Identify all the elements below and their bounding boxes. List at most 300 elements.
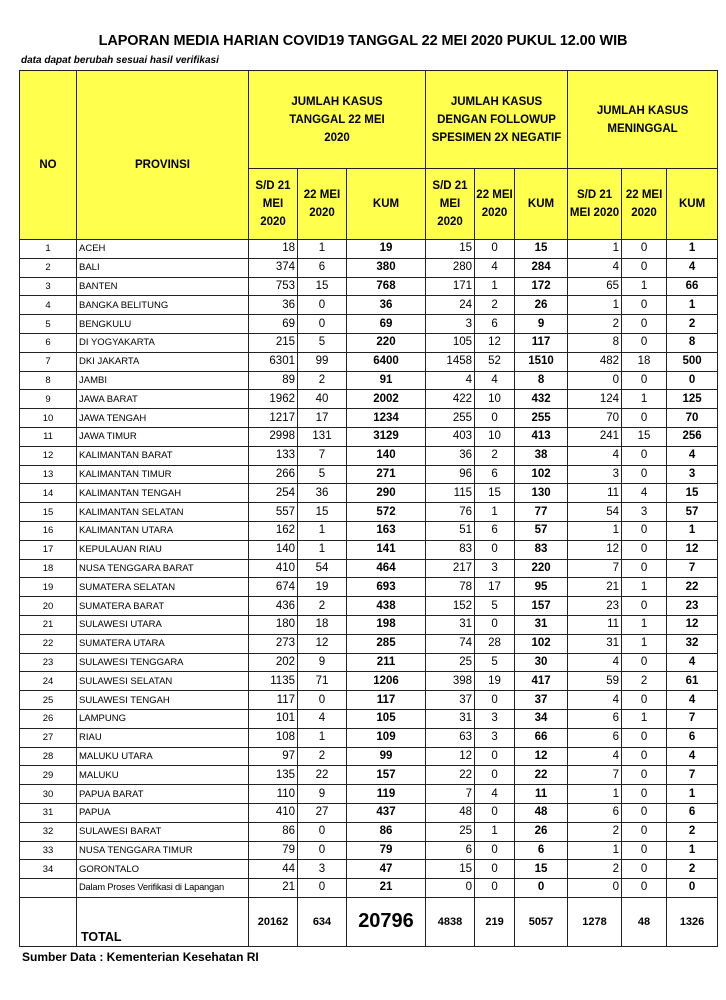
value-cell: 22 bbox=[298, 766, 347, 785]
value-cell: 1 bbox=[298, 728, 347, 747]
value-cell: 0 bbox=[568, 371, 622, 390]
value-cell: 36 bbox=[298, 484, 347, 503]
row-number: 14 bbox=[20, 484, 77, 503]
cumulative-value: 172 bbox=[515, 277, 568, 296]
cumulative-value: 26 bbox=[515, 296, 568, 315]
value-cell: 31 bbox=[568, 634, 622, 653]
report-title: LAPORAN MEDIA HARIAN COVID19 TANGGAL 22 MEI 2020 PUKUL 12.00 WIB bbox=[98, 33, 628, 49]
value-cell: 4 bbox=[298, 709, 347, 728]
value-cell: 28 bbox=[475, 634, 515, 653]
value-cell: 1 bbox=[568, 521, 622, 540]
value-cell: 1 bbox=[475, 277, 515, 296]
cumulative-value: 15 bbox=[515, 240, 568, 259]
table-row bbox=[20, 615, 718, 634]
value-cell: 6 bbox=[298, 258, 347, 277]
value-cell: 4 bbox=[568, 653, 622, 672]
value-cell: 65 bbox=[568, 277, 622, 296]
row-number: 8 bbox=[20, 371, 77, 390]
cumulative-value: 141 bbox=[347, 540, 426, 559]
cumulative-value: 437 bbox=[347, 803, 426, 822]
header-sub-col: S/D 21 MEI 2020 bbox=[426, 169, 475, 240]
table-row bbox=[20, 503, 718, 522]
cumulative-value: 6 bbox=[667, 803, 718, 822]
value-cell: 0 bbox=[298, 691, 347, 710]
cumulative-value: 2 bbox=[667, 822, 718, 841]
header-row-groups bbox=[20, 71, 718, 169]
cumulative-value: 61 bbox=[667, 672, 718, 691]
table-row bbox=[20, 634, 718, 653]
cumulative-value: 271 bbox=[347, 465, 426, 484]
value-cell: 0 bbox=[622, 803, 667, 822]
table-row bbox=[20, 597, 718, 616]
table-row bbox=[20, 653, 718, 672]
header-sub-col: 22 MEI 2020 bbox=[298, 169, 347, 240]
value-cell: 15 bbox=[426, 240, 475, 259]
table-row bbox=[20, 691, 718, 710]
cumulative-value: 3129 bbox=[347, 427, 426, 446]
value-cell: 0 bbox=[622, 766, 667, 785]
value-cell: 18 bbox=[249, 240, 298, 259]
cumulative-value: 69 bbox=[347, 315, 426, 334]
value-cell: 0 bbox=[475, 860, 515, 879]
cumulative-value: 125 bbox=[667, 390, 718, 409]
value-cell: 403 bbox=[426, 427, 475, 446]
value-cell: 241 bbox=[568, 427, 622, 446]
cumulative-value: 119 bbox=[347, 785, 426, 804]
value-cell: 152 bbox=[426, 597, 475, 616]
value-cell: 96 bbox=[426, 465, 475, 484]
value-cell: 48 bbox=[426, 803, 475, 822]
value-cell: 4 bbox=[568, 446, 622, 465]
cumulative-value: 1510 bbox=[515, 352, 568, 371]
value-cell: 0 bbox=[622, 371, 667, 390]
header-sub-col: S/D 21 MEI 2020 bbox=[249, 169, 298, 240]
cumulative-value: 220 bbox=[515, 559, 568, 578]
table-row bbox=[20, 484, 718, 503]
value-cell: 0 bbox=[475, 841, 515, 860]
value-cell: 202 bbox=[249, 653, 298, 672]
value-cell: 1 bbox=[298, 521, 347, 540]
row-number: 11 bbox=[20, 427, 77, 446]
value-cell: 2 bbox=[568, 822, 622, 841]
header-sub-col: S/D 21 MEI 2020 bbox=[568, 169, 622, 240]
value-cell: 59 bbox=[568, 672, 622, 691]
value-cell: 115 bbox=[426, 484, 475, 503]
province-name: KEPULAUAN RIAU bbox=[77, 540, 249, 559]
cumulative-value: 211 bbox=[347, 653, 426, 672]
table-row bbox=[20, 465, 718, 484]
row-number: 18 bbox=[20, 559, 77, 578]
value-cell: 254 bbox=[249, 484, 298, 503]
total-value: 1278 bbox=[568, 897, 622, 946]
cumulative-value: 109 bbox=[347, 728, 426, 747]
province-name: KALIMANTAN TENGAH bbox=[77, 484, 249, 503]
value-cell: 40 bbox=[298, 390, 347, 409]
cumulative-value: 157 bbox=[347, 766, 426, 785]
value-cell: 0 bbox=[475, 540, 515, 559]
value-cell: 83 bbox=[426, 540, 475, 559]
value-cell: 15 bbox=[298, 277, 347, 296]
value-cell: 0 bbox=[622, 653, 667, 672]
cumulative-value: 2002 bbox=[347, 390, 426, 409]
row-number: 21 bbox=[20, 615, 77, 634]
value-cell: 86 bbox=[249, 822, 298, 841]
total-label: TOTAL bbox=[77, 897, 249, 946]
province-name: BANTEN bbox=[77, 277, 249, 296]
value-cell: 1 bbox=[622, 709, 667, 728]
value-cell: 36 bbox=[426, 446, 475, 465]
value-cell: 117 bbox=[249, 691, 298, 710]
value-cell: 1 bbox=[568, 841, 622, 860]
value-cell: 6 bbox=[475, 465, 515, 484]
value-cell: 4 bbox=[475, 785, 515, 804]
cumulative-value: 1 bbox=[667, 296, 718, 315]
province-name: SULAWESI BARAT bbox=[77, 822, 249, 841]
value-cell: 12 bbox=[298, 634, 347, 653]
value-cell: 1 bbox=[568, 240, 622, 259]
value-cell: 99 bbox=[298, 352, 347, 371]
value-cell: 0 bbox=[475, 879, 515, 898]
value-cell: 0 bbox=[298, 841, 347, 860]
value-cell: 7 bbox=[568, 766, 622, 785]
table-row bbox=[20, 333, 718, 352]
value-cell: 482 bbox=[568, 352, 622, 371]
value-cell: 9 bbox=[298, 653, 347, 672]
cumulative-value: 693 bbox=[347, 578, 426, 597]
value-cell: 1 bbox=[622, 634, 667, 653]
value-cell: 17 bbox=[298, 409, 347, 428]
cumulative-value: 31 bbox=[515, 615, 568, 634]
row-number: 6 bbox=[20, 333, 77, 352]
province-name: DKI JAKARTA bbox=[77, 352, 249, 371]
province-name: SULAWESI TENGAH bbox=[77, 691, 249, 710]
cumulative-value: 32 bbox=[667, 634, 718, 653]
cumulative-value: 1 bbox=[667, 785, 718, 804]
row-number: 15 bbox=[20, 503, 77, 522]
cumulative-value: 290 bbox=[347, 484, 426, 503]
value-cell: 1 bbox=[622, 390, 667, 409]
value-cell: 0 bbox=[622, 333, 667, 352]
table-row bbox=[20, 803, 718, 822]
value-cell: 31 bbox=[426, 709, 475, 728]
value-cell: 3 bbox=[426, 315, 475, 334]
value-cell: 171 bbox=[426, 277, 475, 296]
value-cell: 74 bbox=[426, 634, 475, 653]
value-cell: 25 bbox=[426, 822, 475, 841]
value-cell: 6 bbox=[475, 315, 515, 334]
cumulative-value: 30 bbox=[515, 653, 568, 672]
cumulative-value: 256 bbox=[667, 427, 718, 446]
province-name: JAWA TIMUR bbox=[77, 427, 249, 446]
cumulative-value: 284 bbox=[515, 258, 568, 277]
value-cell: 19 bbox=[298, 578, 347, 597]
header-group-recovered bbox=[426, 71, 568, 169]
row-number: 13 bbox=[20, 465, 77, 484]
cumulative-value: 57 bbox=[515, 521, 568, 540]
value-cell: 217 bbox=[426, 559, 475, 578]
value-cell: 1 bbox=[298, 540, 347, 559]
value-cell: 27 bbox=[298, 803, 347, 822]
value-cell: 2 bbox=[298, 597, 347, 616]
value-cell: 2 bbox=[475, 446, 515, 465]
value-cell: 6 bbox=[475, 521, 515, 540]
value-cell: 25 bbox=[426, 653, 475, 672]
total-no-cell bbox=[20, 897, 77, 946]
cumulative-value: 768 bbox=[347, 277, 426, 296]
cumulative-value: 380 bbox=[347, 258, 426, 277]
value-cell: 78 bbox=[426, 578, 475, 597]
cumulative-value: 66 bbox=[667, 277, 718, 296]
row-number: 17 bbox=[20, 540, 77, 559]
cumulative-value: 12 bbox=[515, 747, 568, 766]
value-cell: 0 bbox=[622, 315, 667, 334]
cumulative-value: 9 bbox=[515, 315, 568, 334]
value-cell: 0 bbox=[426, 879, 475, 898]
value-cell: 398 bbox=[426, 672, 475, 691]
province-name: KALIMANTAN BARAT bbox=[77, 446, 249, 465]
value-cell: 0 bbox=[475, 615, 515, 634]
cumulative-value: 15 bbox=[515, 860, 568, 879]
cumulative-value: 83 bbox=[515, 540, 568, 559]
value-cell: 21 bbox=[568, 578, 622, 597]
cumulative-value: 26 bbox=[515, 822, 568, 841]
value-cell: 17 bbox=[475, 578, 515, 597]
table-row bbox=[20, 446, 718, 465]
value-cell: 76 bbox=[426, 503, 475, 522]
value-cell: 3 bbox=[298, 860, 347, 879]
cumulative-value: 99 bbox=[347, 747, 426, 766]
value-cell: 12 bbox=[568, 540, 622, 559]
cumulative-value: 6 bbox=[667, 728, 718, 747]
cumulative-value: 1 bbox=[667, 521, 718, 540]
province-name: DI YOGYAKARTA bbox=[77, 333, 249, 352]
row-number: 26 bbox=[20, 709, 77, 728]
cumulative-value: 1 bbox=[667, 841, 718, 860]
value-cell: 110 bbox=[249, 785, 298, 804]
table-row bbox=[20, 728, 718, 747]
header-group-recovered-label: JUMLAH KASUS DENGAN FOLLOWUP SPESIMEN 2X NEGATIF bbox=[431, 95, 562, 144]
value-cell: 0 bbox=[475, 691, 515, 710]
value-cell: 1 bbox=[568, 785, 622, 804]
value-cell: 3 bbox=[622, 503, 667, 522]
value-cell: 108 bbox=[249, 728, 298, 747]
header-group-cases-label: JUMLAH KASUS TANGGAL 22 MEI 2020 bbox=[289, 95, 385, 144]
row-number: 10 bbox=[20, 409, 77, 428]
value-cell: 2 bbox=[568, 315, 622, 334]
row-number: 23 bbox=[20, 653, 77, 672]
cumulative-value: 1 bbox=[667, 240, 718, 259]
value-cell: 2 bbox=[568, 860, 622, 879]
cumulative-value: 38 bbox=[515, 446, 568, 465]
cumulative-value: 413 bbox=[515, 427, 568, 446]
value-cell: 63 bbox=[426, 728, 475, 747]
header-no: NO bbox=[20, 71, 77, 240]
cumulative-value: 198 bbox=[347, 615, 426, 634]
table-row bbox=[20, 540, 718, 559]
province-name: SUMATERA SELATAN bbox=[77, 578, 249, 597]
province-name: BANGKA BELITUNG bbox=[77, 296, 249, 315]
value-cell: 7 bbox=[568, 559, 622, 578]
cumulative-value: 12 bbox=[667, 615, 718, 634]
value-cell: 3 bbox=[475, 559, 515, 578]
cumulative-value: 15 bbox=[667, 484, 718, 503]
province-name: KALIMANTAN SELATAN bbox=[77, 503, 249, 522]
value-cell: 0 bbox=[622, 521, 667, 540]
cumulative-value: 4 bbox=[667, 653, 718, 672]
value-cell: 21 bbox=[249, 879, 298, 898]
cumulative-value: 432 bbox=[515, 390, 568, 409]
value-cell: 36 bbox=[249, 296, 298, 315]
value-cell: 6 bbox=[568, 803, 622, 822]
table-row bbox=[20, 277, 718, 296]
total-value: 1326 bbox=[667, 897, 718, 946]
header-group-deaths-label: JUMLAH KASUS MENINGGAL bbox=[596, 104, 689, 135]
cumulative-value: 7 bbox=[667, 709, 718, 728]
value-cell: 1217 bbox=[249, 409, 298, 428]
province-name: MALUKU bbox=[77, 766, 249, 785]
value-cell: 0 bbox=[622, 747, 667, 766]
value-cell: 19 bbox=[475, 672, 515, 691]
cumulative-value: 86 bbox=[347, 822, 426, 841]
value-cell: 0 bbox=[622, 841, 667, 860]
value-cell: 674 bbox=[249, 578, 298, 597]
value-cell: 273 bbox=[249, 634, 298, 653]
total-value: 4838 bbox=[426, 897, 475, 946]
table-row bbox=[20, 785, 718, 804]
value-cell: 0 bbox=[475, 240, 515, 259]
header-sub-col: 22 MEI 2020 bbox=[475, 169, 515, 240]
value-cell: 4 bbox=[475, 371, 515, 390]
row-number: 12 bbox=[20, 446, 77, 465]
table-row bbox=[20, 559, 718, 578]
cumulative-value: 77 bbox=[515, 503, 568, 522]
total-value: 20162 bbox=[249, 897, 298, 946]
cumulative-value: 1234 bbox=[347, 409, 426, 428]
value-cell: 69 bbox=[249, 315, 298, 334]
cumulative-value: 34 bbox=[515, 709, 568, 728]
cumulative-value: 0 bbox=[515, 879, 568, 898]
table-row bbox=[20, 747, 718, 766]
row-number bbox=[20, 879, 77, 898]
cumulative-value: 23 bbox=[667, 597, 718, 616]
value-cell: 0 bbox=[622, 860, 667, 879]
report-subtitle: data dapat berubah sesuai hasil verifikasi bbox=[21, 55, 219, 66]
cumulative-value: 0 bbox=[667, 371, 718, 390]
row-number: 32 bbox=[20, 822, 77, 841]
province-name: Dalam Proses Verifikasi di Lapangan bbox=[77, 879, 249, 898]
province-name: MALUKU UTARA bbox=[77, 747, 249, 766]
value-cell: 410 bbox=[249, 559, 298, 578]
cumulative-value: 66 bbox=[515, 728, 568, 747]
table-row bbox=[20, 879, 718, 898]
province-name: SUMATERA UTARA bbox=[77, 634, 249, 653]
value-cell: 0 bbox=[622, 559, 667, 578]
cumulative-value: 157 bbox=[515, 597, 568, 616]
value-cell: 8 bbox=[568, 333, 622, 352]
cumulative-value: 572 bbox=[347, 503, 426, 522]
value-cell: 79 bbox=[249, 841, 298, 860]
cumulative-value: 464 bbox=[347, 559, 426, 578]
value-cell: 6 bbox=[568, 709, 622, 728]
value-cell: 7 bbox=[298, 446, 347, 465]
cumulative-value: 220 bbox=[347, 333, 426, 352]
row-number: 7 bbox=[20, 352, 77, 371]
cumulative-value: 102 bbox=[515, 634, 568, 653]
table-row bbox=[20, 709, 718, 728]
province-name: NUSA TENGGARA TIMUR bbox=[77, 841, 249, 860]
province-name: JAMBI bbox=[77, 371, 249, 390]
province-name: GORONTALO bbox=[77, 860, 249, 879]
value-cell: 0 bbox=[622, 258, 667, 277]
total-value: 5057 bbox=[515, 897, 568, 946]
value-cell: 1458 bbox=[426, 352, 475, 371]
cumulative-value: 8 bbox=[515, 371, 568, 390]
cumulative-value: 70 bbox=[667, 409, 718, 428]
value-cell: 6 bbox=[426, 841, 475, 860]
value-cell: 0 bbox=[475, 747, 515, 766]
header-provinsi: PROVINSI bbox=[77, 71, 249, 240]
value-cell: 0 bbox=[622, 728, 667, 747]
value-cell: 54 bbox=[568, 503, 622, 522]
row-number: 29 bbox=[20, 766, 77, 785]
value-cell: 1135 bbox=[249, 672, 298, 691]
cumulative-value: 105 bbox=[347, 709, 426, 728]
table-body bbox=[20, 240, 718, 898]
cumulative-value: 4 bbox=[667, 691, 718, 710]
row-number: 30 bbox=[20, 785, 77, 804]
cumulative-value: 117 bbox=[515, 333, 568, 352]
cumulative-value: 8 bbox=[667, 333, 718, 352]
value-cell: 4 bbox=[475, 258, 515, 277]
cumulative-value: 417 bbox=[515, 672, 568, 691]
value-cell: 131 bbox=[298, 427, 347, 446]
header-sub-col: KUM bbox=[347, 169, 426, 240]
header-sub-col: KUM bbox=[667, 169, 718, 240]
value-cell: 3 bbox=[475, 728, 515, 747]
value-cell: 0 bbox=[622, 691, 667, 710]
value-cell: 0 bbox=[298, 822, 347, 841]
value-cell: 0 bbox=[475, 409, 515, 428]
cumulative-value: 47 bbox=[347, 860, 426, 879]
value-cell: 3 bbox=[475, 709, 515, 728]
cumulative-value: 19 bbox=[347, 240, 426, 259]
header-sub-col: 22 MEI 2020 bbox=[622, 169, 667, 240]
province-name: PAPUA bbox=[77, 803, 249, 822]
value-cell: 97 bbox=[249, 747, 298, 766]
value-cell: 557 bbox=[249, 503, 298, 522]
cumulative-value: 7 bbox=[667, 766, 718, 785]
value-cell: 255 bbox=[426, 409, 475, 428]
value-cell: 5 bbox=[298, 333, 347, 352]
total-value: 219 bbox=[475, 897, 515, 946]
value-cell: 1 bbox=[298, 240, 347, 259]
value-cell: 0 bbox=[298, 315, 347, 334]
cumulative-value: 130 bbox=[515, 484, 568, 503]
value-cell: 6 bbox=[568, 728, 622, 747]
value-cell: 215 bbox=[249, 333, 298, 352]
value-cell: 422 bbox=[426, 390, 475, 409]
value-cell: 124 bbox=[568, 390, 622, 409]
row-number: 31 bbox=[20, 803, 77, 822]
cumulative-value: 6 bbox=[515, 841, 568, 860]
cumulative-value: 4 bbox=[667, 446, 718, 465]
value-cell: 0 bbox=[622, 540, 667, 559]
value-cell: 44 bbox=[249, 860, 298, 879]
row-number: 25 bbox=[20, 691, 77, 710]
cumulative-value: 2 bbox=[667, 860, 718, 879]
value-cell: 0 bbox=[568, 879, 622, 898]
total-row bbox=[20, 897, 718, 946]
